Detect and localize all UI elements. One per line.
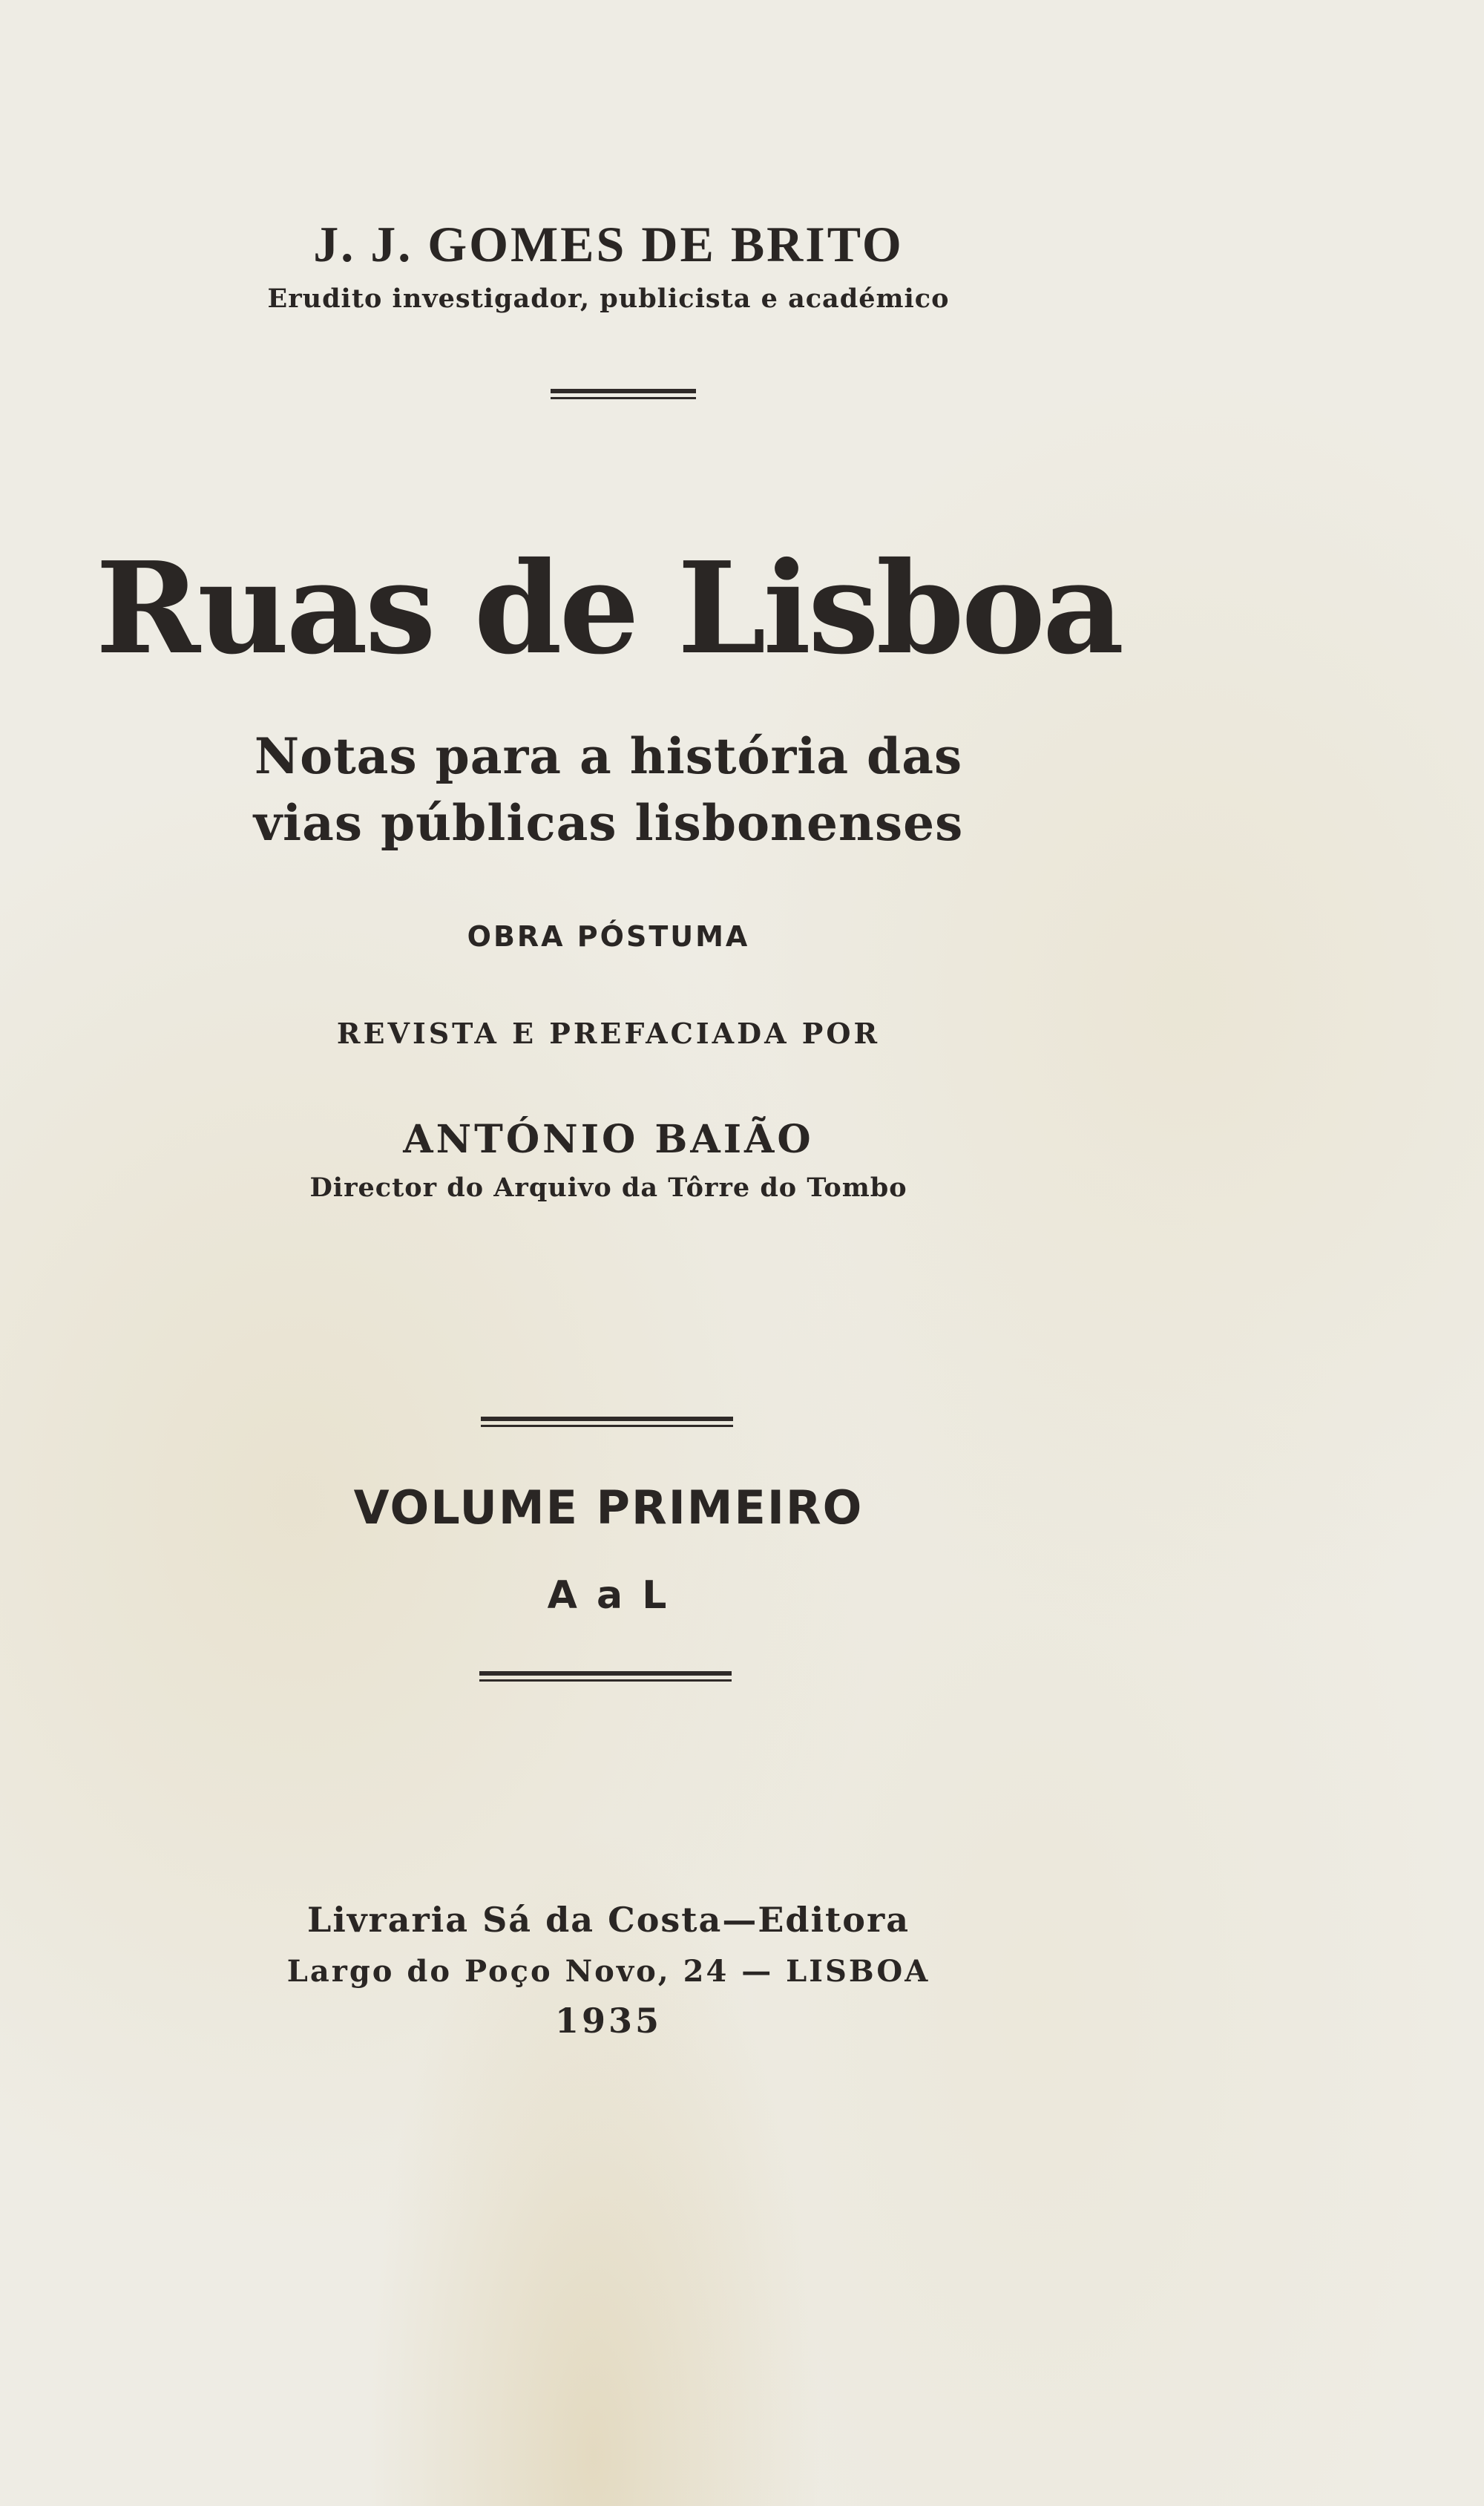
editor-name: ANTÓNIO BAIÃO [403, 1117, 814, 1162]
publisher-address: Largo do Poço Novo, 24 — LISBOA [286, 1954, 930, 1989]
book-title: Ruas de Lisboa [95, 534, 1122, 683]
editor-description: Director do Arquivo da Tôrre do Tombo [309, 1172, 907, 1203]
revised-by-label: REVISTA E PREFACIADA POR [336, 1017, 881, 1050]
volume-label: VOLUME PRIMEIRO [353, 1480, 864, 1535]
author-name: J. J. GOMES DE BRITO [313, 216, 904, 272]
double-rule-divider [551, 389, 696, 399]
subtitle-line-2: vias públicas lisbonenses [253, 794, 964, 852]
subtitle-line-1: Notas para a história das [254, 727, 963, 785]
author-description: Erudito investigador, publicista e académico [267, 283, 950, 314]
publication-year: 1935 [554, 2001, 663, 2041]
posthumous-note: OBRA PÓSTUMA [467, 920, 750, 953]
volume-range: A a L [547, 1573, 670, 1618]
double-rule-divider [479, 1671, 732, 1682]
publisher-name: Livraria Sá da Costa—Editora [306, 1900, 910, 1940]
double-rule-divider [481, 1417, 733, 1427]
